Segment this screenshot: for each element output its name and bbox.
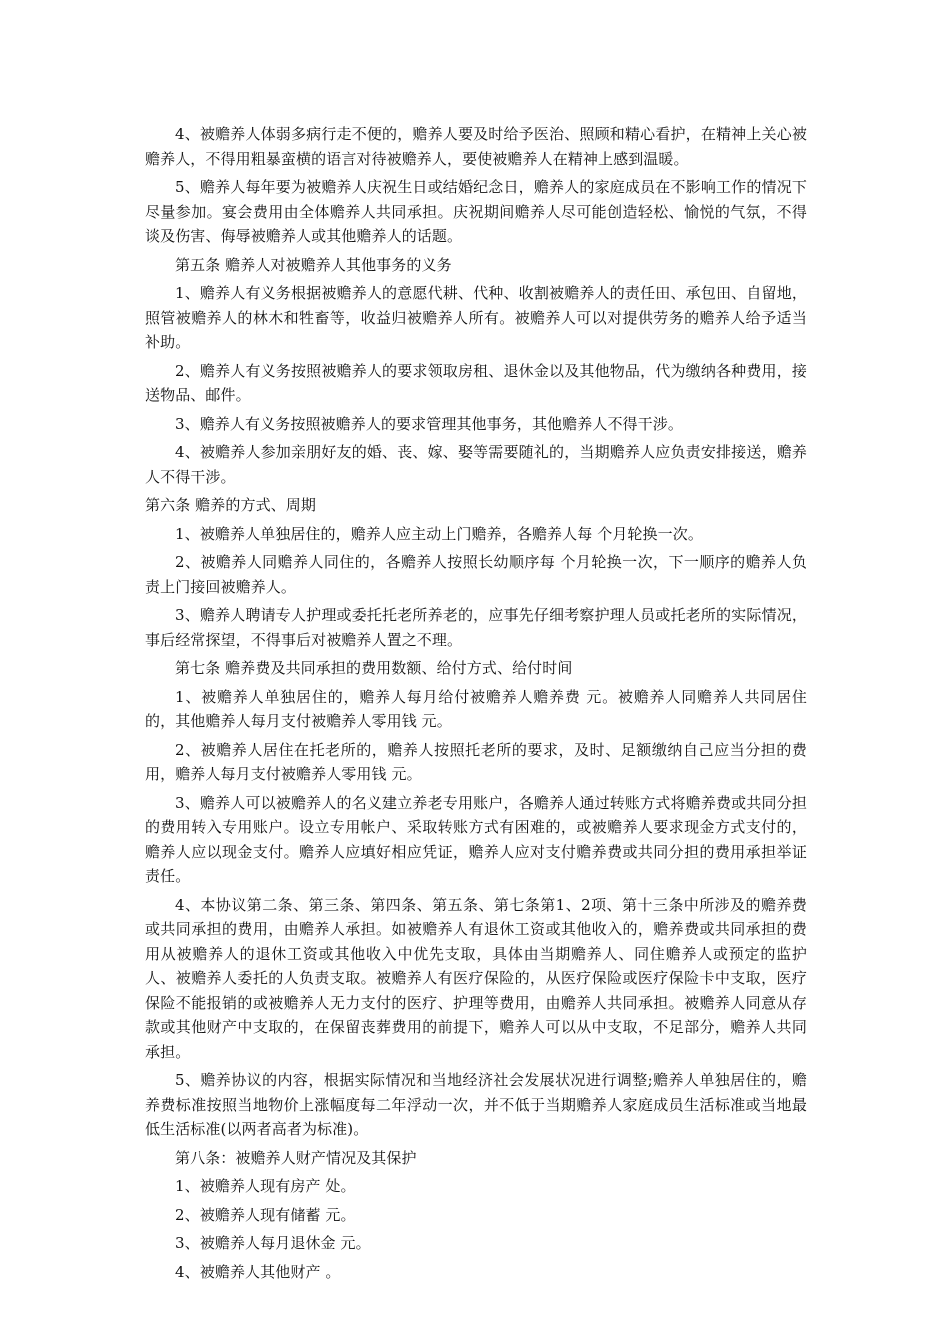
paragraph-17: 5、赡养协议的内容，根据实际情况和当地经济社会发展状况进行调整;赡养人单独居住的，赡养费标准按照当地物价上涨幅度每二年浮动一次，并不低于当期赡养人家庭成员生活标准或当地最低生活标准(以两者高者为标准)。 — [145, 1071, 807, 1138]
paragraph-15: 3、赡养人可以被赡养人的名义建立养老专用账户，各赡养人通过转账方式将赡养费或共同分担的费用转入专用账户。设立专用帐户、采取转账方式有困难的，或被赡养人要求现金方式支付的，赡养人应以现金支付。赡养人应填好相应凭证，赡养人应对支付赡养费或共同分担的费用承担举证责任。 — [145, 793, 807, 885]
article-6-heading: 第六条 赡养的方式、周期 — [145, 496, 316, 514]
paragraph-6: 3、赡养人有义务按照被赡养人的要求管理其他事务，其他赡养人不得干涉。 — [175, 414, 683, 433]
paragraph-19: 1、被赡养人现有房产 处。 — [175, 1177, 356, 1195]
paragraph-10: 2、被赡养人同赡养人同住的，各赡养人按照长幼顺序每 个月轮换一次，下一顺序的赡养人负责上门接回被赡养人。 — [145, 553, 807, 596]
paragraph-20: 2、被赡养人现有储蓄 元。 — [175, 1205, 356, 1224]
paragraph-2: 5、赡养人每年要为被赡养人庆祝生日或结婚纪念日，赡养人的家庭成员在不影响工作的情况下尽量参加。宴会费用由全体赡养人共同承担。庆祝期间赡养人尽可能创造轻松、愉悦的气氛，不得谈及伤害、侮辱被赡养人或其他赡养人的话题。 — [145, 178, 807, 245]
paragraph-1: 4、被赡养人体弱多病行走不便的，赡养人要及时给予医治、照顾和精心看护，在精神上关心被赡养人，不得用粗暴蛮横的语言对待被赡养人，要使被赡养人在精神上感到温暖。 — [145, 125, 807, 168]
paragraph-7: 4、被赡养人参加亲朋好友的婚、丧、嫁、娶等需要随礼的，当期赡养人应负责安排接送，赡养人不得干涉。 — [145, 443, 807, 486]
paragraph-14: 2、被赡养人居住在托老所的，赡养人按照托老所的要求，及时、足额缴纳自己应当分担的费用，赡养人每月支付被赡养人零用钱 元。 — [145, 740, 807, 783]
article-7-heading: 第七条 赡养费及共同承担的费用数额、给付方式、给付时间 — [175, 659, 573, 677]
paragraph-4: 1、赡养人有义务根据被赡养人的意愿代耕、代种、收割被赡养人的责任田、承包田、自留地，照管被赡养人的林木和牲畜等，收益归被赡养人所有。被赡养人可以对提供劳务的赡养人给予适当补助。 — [145, 284, 807, 351]
paragraph-11: 3、赡养人聘请专人护理或委托托老所养老的，应事先仔细考察护理人员或托老所的实际情况，事后经常探望，不得事后对被赡养人置之不理。 — [145, 606, 807, 649]
document-page — [145, 122, 807, 1288]
paragraph-5: 2、赡养人有义务按照被赡养人的要求领取房租、退休金以及其他物品，代为缴纳各种费用，接送物品、邮件。 — [145, 361, 807, 404]
article-5-heading: 第五条 赡养人对被赡养人其他事务的义务 — [175, 255, 452, 274]
paragraph-9: 1、被赡养人单独居住的，赡养人应主动上门赡养，各赡养人每 个月轮换一次。 — [175, 524, 703, 543]
paragraph-21: 3、被赡养人每月退休金 元。 — [175, 1234, 371, 1252]
paragraph-16: 4、本协议第二条、第三条、第四条、第五条、第七条第1、2项、第十三条中所涉及的赡养费或共同承担的费用，由赡养人承担。如被赡养人有退休工资或其他收入的，赡养费或共同承担的费用从被赡养人的退休工资或其他收入中优先支取，具体由当期赡养人、同住赡养人或预定的监护人、被赡养人委托的人负责支取。被赡养人有医疗保险的，从医疗保险或医疗保险卡中支取，医疗保险不能报销的或被赡养人无力支付的医疗、护理等费用，由赡养人共同承担。被赡养人同意从存款或其他财产中支取的，在保留丧葬费用的前提下，赡养人可以从中支取，不足部分，赡养人共同承担。 — [145, 895, 807, 1061]
article-8-heading: 第八条：被赡养人财产情况及其保护 — [175, 1148, 417, 1167]
paragraph-22: 4、被赡养人其他财产 。 — [175, 1262, 341, 1281]
paragraph-13: 1、被赡养人单独居住的，赡养人每月给付被赡养人赡养费 元。被赡养人同赡养人共同居住的，其他赡养人每月支付被赡养人零用钱 元。 — [145, 687, 807, 730]
